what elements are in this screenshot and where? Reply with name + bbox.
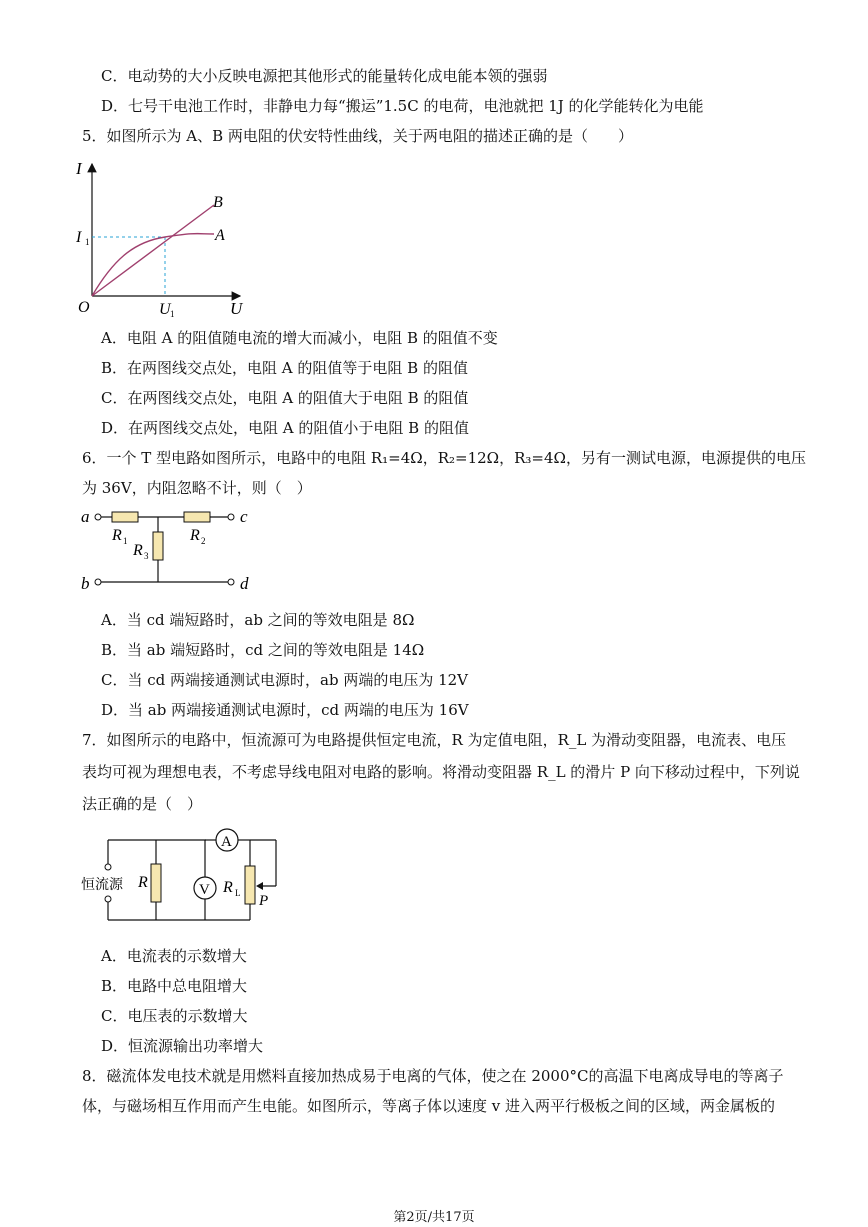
svg-text:A: A [221,834,232,850]
svg-text:R: R [133,542,143,559]
resistor-r [151,864,161,902]
axis-label-i: I [76,159,82,178]
q5-option-d: D．在两图线交点处，电阻 A 的阻值小于电阻 B 的阻值 [101,419,469,437]
svg-text:R: R [112,527,122,544]
terminal-c [228,514,234,520]
q6-option-d: D．当 ab 两端接通测试电源时，cd 两端的电压为 16V [101,701,469,719]
rheostat-rl [245,866,255,904]
q7-stem-line1: 7．如图所示的电路中，恒流源可为电路提供恒定电流，R 为定值电阻，R_L 为滑动变阻器，电流表、电压 [82,731,787,749]
svg-text:3: 3 [144,551,149,561]
q7-option-d: D．恒流源输出功率增大 [101,1037,264,1055]
svg-text:R: R [138,874,148,891]
q6-stem-line2: 为 36V，内阻忽略不计，则（ ） [82,479,312,497]
curve-a [92,234,214,296]
i1-label: I [76,229,82,246]
svg-text:b: b [81,574,90,593]
resistor-r1 [112,512,138,522]
svg-text:1: 1 [170,309,175,319]
svg-text:2: 2 [201,536,206,546]
q4-option-d: D．七号干电池工作时，非静电力每“搬运”1.5C 的电荷，电池就把 1J 的化学能转化为电能 [101,97,704,115]
resistor-r2 [184,512,210,522]
constant-current-circuit-figure [78,822,308,932]
origin-label: O [78,299,90,316]
axis-label-u: U [230,299,243,318]
constant-current-source-label: 恒流源 [81,878,123,893]
iv-characteristic-figure [72,152,252,322]
terminal-a [95,514,101,520]
q7-stem-line3: 法正确的是（ ） [82,795,203,813]
svg-text:R: R [190,527,200,544]
q5-option-c: C．在两图线交点处，电阻 A 的阻值大于电阻 B 的阻值 [101,389,469,407]
q5-stem: 5．如图所示为 A、B 两电阻的伏安特性曲线，关于两电阻的描述正确的是（ ） [82,127,633,145]
curve-b [92,205,214,296]
q6-option-a: A．当 cd 端短路时，ab 之间的等效电阻是 8Ω [101,611,415,629]
q8-stem-line1: 8．磁流体发电技术就是用燃料直接加热成易于电离的气体，使之在 2000°C的高温下电离成导电的等离子 [82,1067,784,1085]
q5-option-a: A．电阻 A 的阻值随电流的增大而减小，电阻 B 的阻值不变 [101,329,498,347]
svg-text:a: a [81,507,90,526]
svg-text:d: d [240,574,249,593]
q6-option-c: C．当 cd 两端接通测试电源时，ab 两端的电压为 12V [101,671,469,689]
q7-option-a: A．电流表的示数增大 [101,947,247,965]
terminal-d [228,579,234,585]
svg-text:R: R [223,879,233,896]
q6-stem-line1: 6．一个 T 型电路如图所示，电路中的电阻 R₁=4Ω，R₂=12Ω，R₃=4Ω，另有一测试电源，电源提供的电压 [82,449,806,467]
terminal-b [95,579,101,585]
curve-b-label: B [213,194,223,211]
q7-stem-line2: 表均可视为理想电表，不考虑导线电阻对电路的影响。将滑动变阻器 R_L 的滑片 P 向下移动过程中，下列说 [82,763,800,781]
source-terminal-bottom [105,896,111,902]
page-footer: 第2页/共17页 [393,1210,475,1225]
svg-text:L: L [235,888,241,898]
q4-option-c: C．电动势的大小反映电源把其他形式的能量转化成电能本领的强弱 [101,67,548,85]
svg-text:1: 1 [85,237,90,247]
q6-option-b: B．当 ab 端短路时，cd 之间的等效电阻是 14Ω [101,641,425,659]
svg-text:c: c [240,507,248,526]
t-circuit-figure [78,502,258,597]
svg-text:P: P [259,893,269,909]
q5-option-b: B．在两图线交点处，电阻 A 的阻值等于电阻 B 的阻值 [101,359,468,377]
source-terminal-top [105,864,111,870]
u1-label: U [159,301,171,318]
resistor-r3 [153,532,163,560]
q7-option-c: C．电压表的示数增大 [101,1007,248,1025]
svg-text:1: 1 [123,536,128,546]
curve-a-label: A [215,227,225,244]
svg-text:V: V [199,882,210,898]
q8-stem-line2: 体，与磁场相互作用而产生电能。如图所示，等离子体以速度 v 进入两平行极板之间的区域，两金属板的 [82,1097,776,1115]
q7-option-b: B．电路中总电阻增大 [101,977,248,995]
